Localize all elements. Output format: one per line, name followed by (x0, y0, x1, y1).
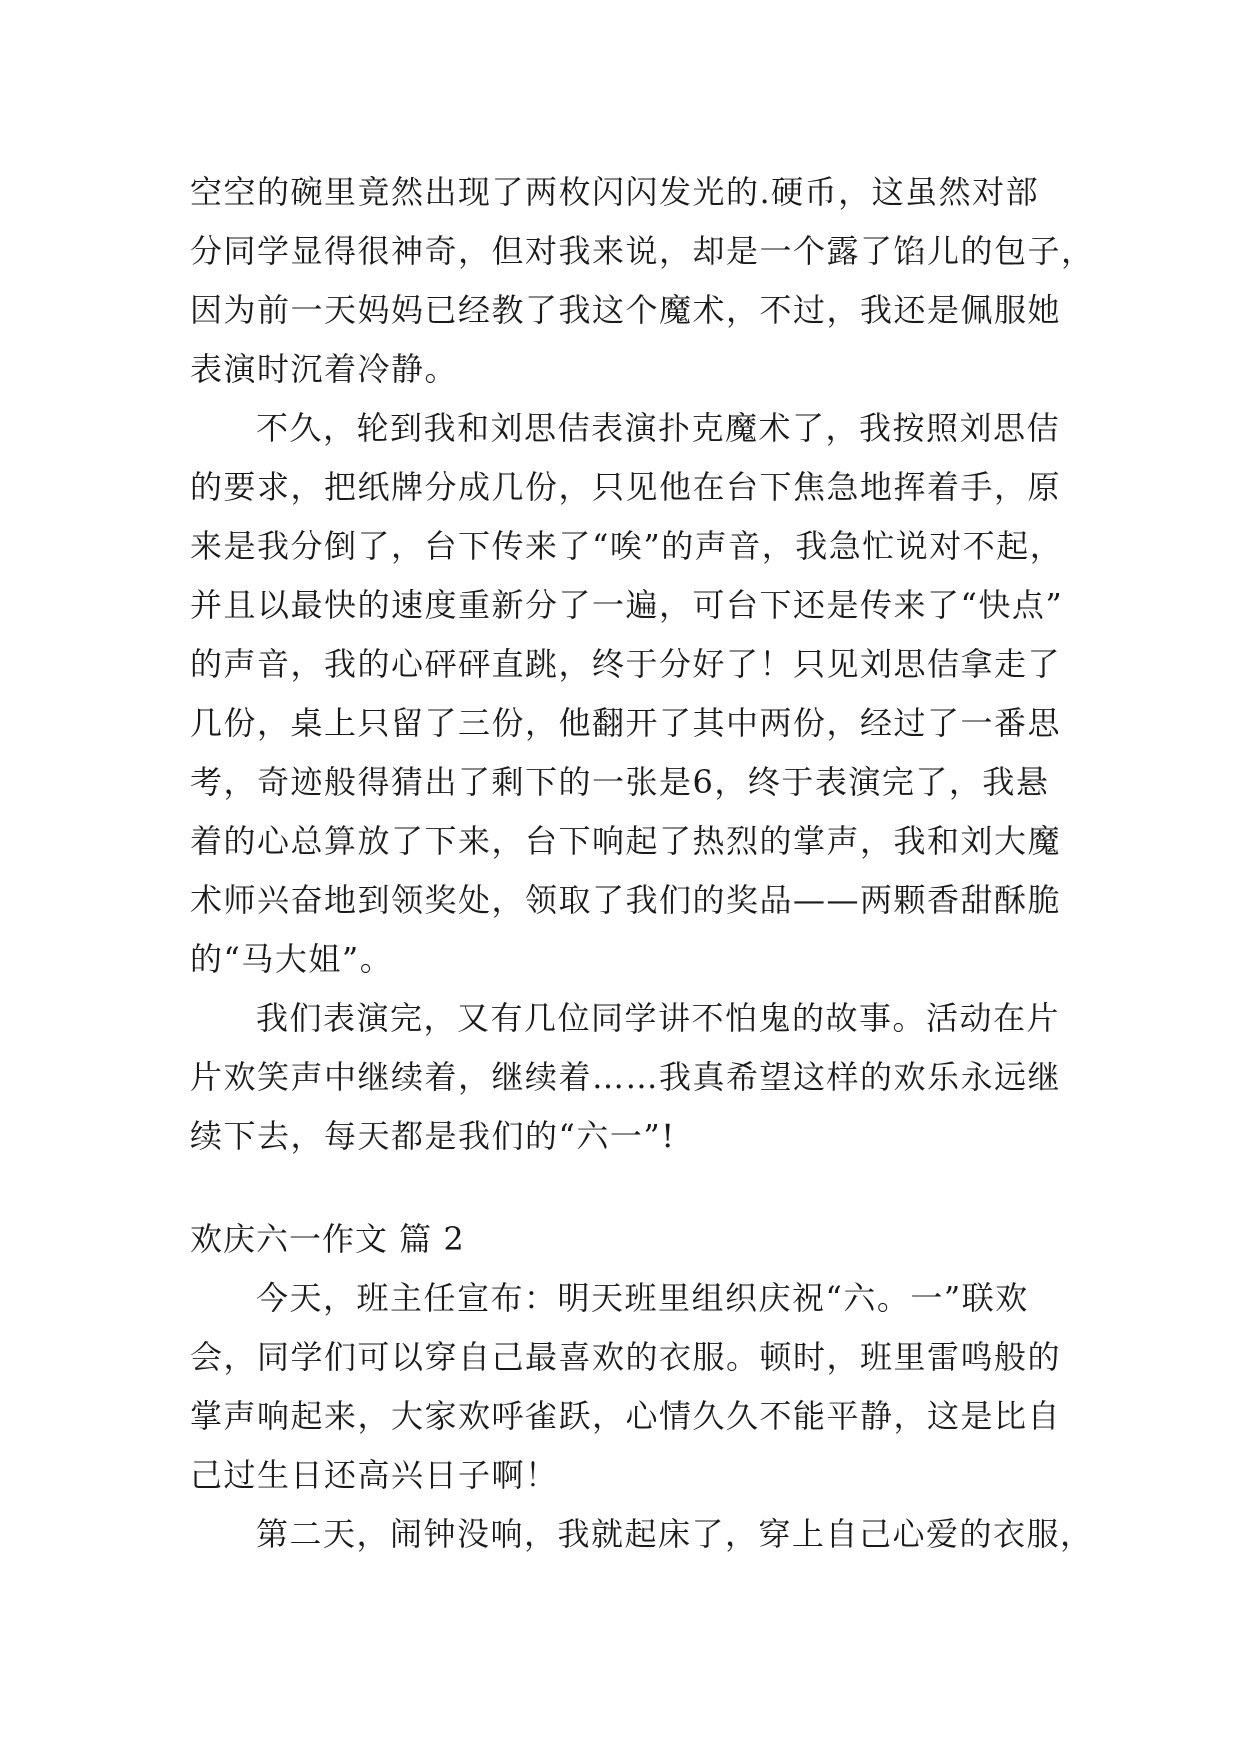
text-line: 的声音，我的心砰砰直跳，终于分好了！只见刘思佶拿走了 (190, 645, 1062, 683)
text-line: 因为前一天妈妈已经教了我这个魔术，不过，我还是佩服她 (190, 291, 1062, 329)
text-line: 掌声响起来，大家欢呼雀跃，心情久久不能平静，这是比自 (190, 1397, 1062, 1435)
text-line: 己过生日还高兴日子啊！ (190, 1456, 559, 1494)
section-title: 欢庆六一作文 篇 2 (190, 1220, 465, 1258)
text-line: 会，同学们可以穿自己最喜欢的衣服。顿时，班里雷鸣般的 (190, 1338, 1062, 1376)
text-line: 来是我分倒了，台下传来了“唉”的声音，我急忙说对不起， (190, 527, 1064, 565)
text-line: 片欢笑声中继续着，继续着……我真希望这样的欢乐永远继 (190, 1058, 1062, 1096)
text-line: 今天，班主任宣布：明天班里组织庆祝“六。一”联欢 (256, 1279, 1029, 1317)
text-line: 术师兴奋地到领奖处，领取了我们的奖品——两颗香甜酥脆 (190, 881, 1062, 919)
text-line: 续下去，每天都是我们的“六一”! (190, 1117, 676, 1155)
section-gap (190, 1166, 1055, 1210)
text-line: 着的心总算放了下来，台下响起了热烈的掌声，我和刘大魔 (190, 822, 1062, 860)
text-line: 的要求，把纸牌分成几份，只见他在台下焦急地挥着手，原 (190, 468, 1062, 506)
text-line: 第二天，闹钟没响，我就起床了，穿上自己心爱的衣服， (256, 1515, 1094, 1553)
paragraph-4 (190, 1269, 1062, 1505)
text-line: 分同学显得很神奇，但对我来说，却是一个露了馅儿的包子， (190, 232, 1095, 270)
paragraph-5 (190, 1505, 1094, 1564)
text-line: 表演时沉着冷静。 (190, 350, 459, 388)
text-line: 不久，轮到我和刘思佶表演扑克魔术了，我按照刘思佶 (256, 409, 1061, 447)
text-line: 空空的碗里竟然出现了两枚闪闪发光的.硬币，这虽然对部 (190, 173, 1040, 211)
text-line: 的“马大姐”。 (190, 940, 394, 978)
paragraph-3 (190, 989, 1062, 1166)
text-line: 考，奇迹般得猜出了剩下的一张是6，终于表演完了，我悬 (190, 763, 1050, 801)
text-line: 几份，桌上只留了三份，他翻开了其中两份，经过了一番思 (190, 704, 1062, 742)
paragraph-1 (190, 163, 1095, 399)
document-page (190, 163, 1095, 1564)
text-line: 我们表演完，又有几位同学讲不怕鬼的故事。活动在片 (256, 999, 1061, 1037)
text-line: 并且以最快的速度重新分了一遍，可台下还是传来了“快点” (190, 586, 1064, 624)
paragraph-2 (190, 399, 1064, 989)
